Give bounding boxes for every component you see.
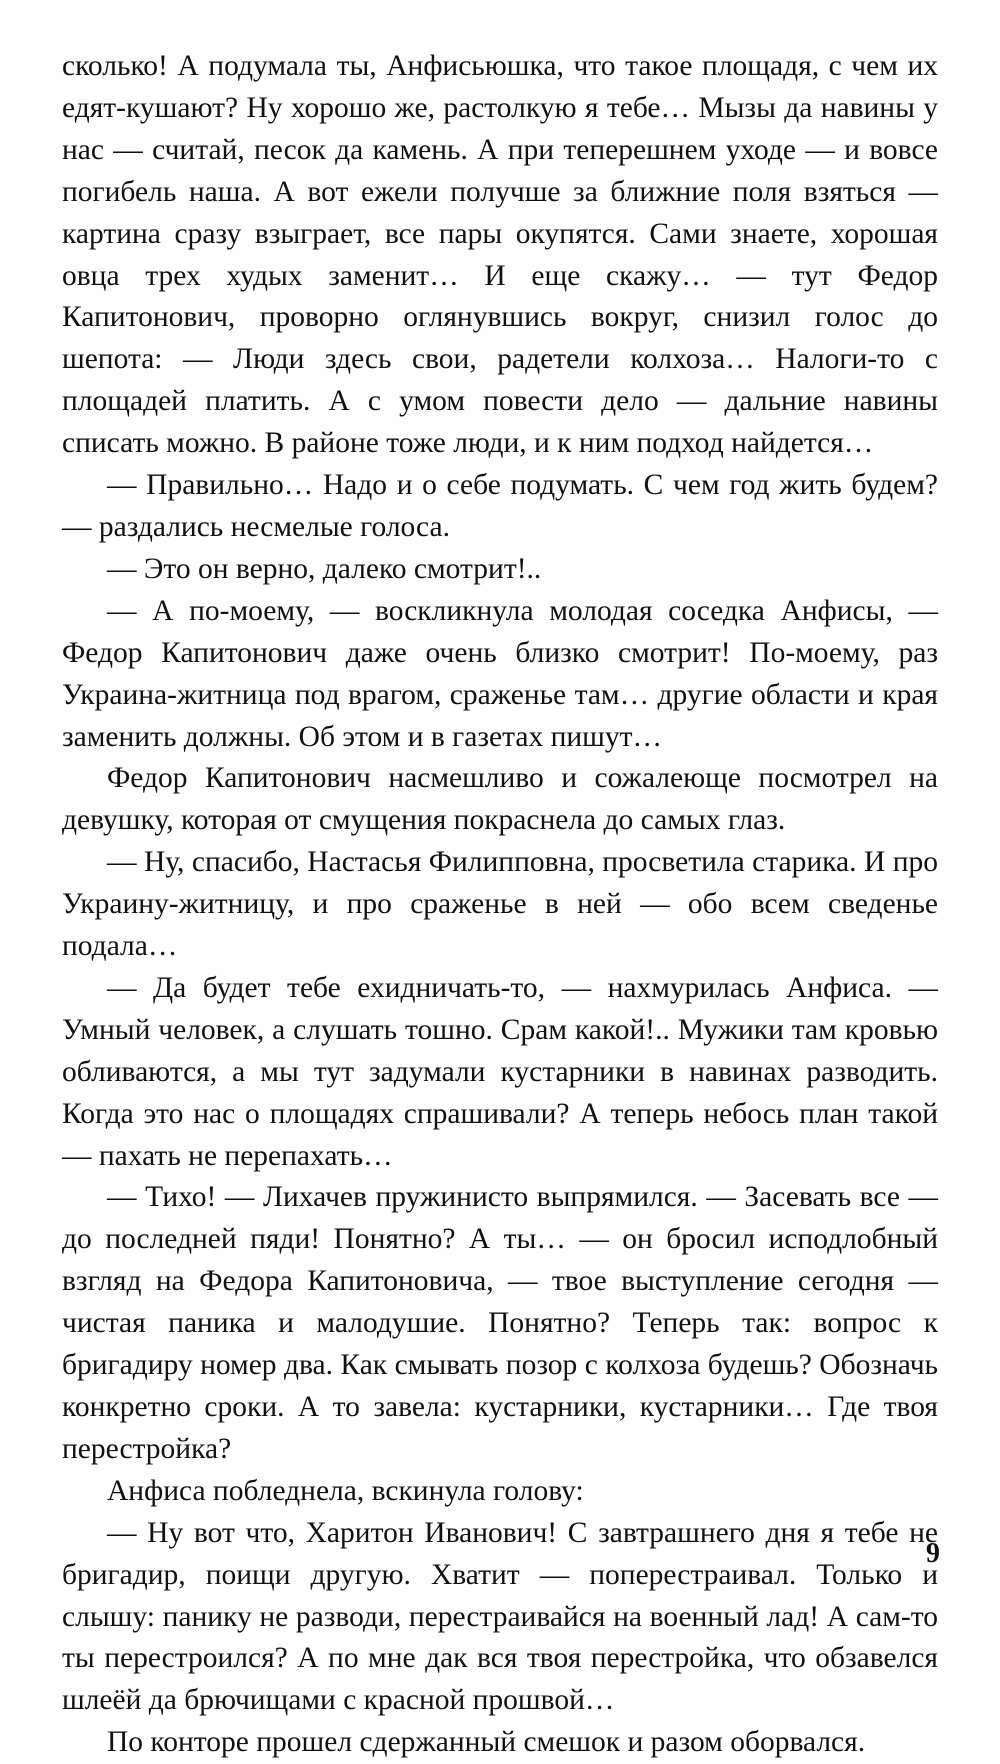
paragraph-8: — Тихо! — Лихачев пружинисто выпрямился. — Засевать все — до последней пяди! Понятно? А ты… — он бросил исподлобный взгляд на Федора Капитоновича, — твое выступление сегодня — чистая паника и малодушие. Понятно? Теперь так: вопрос к бригадиру номер два. Как смывать позор с колхоза будешь? Обозначь конкретно сроки. А то завела: кустарники, кустарники… Где твоя перестройка? [62,1181,938,1465]
body-text [62,46,938,1764]
paragraph-9: Анфиса побледнела, вскинула голову: [107,1474,584,1507]
paragraph-2: — Правильно… Надо и о себе подумать. С чем год жить будем? — раздались несмелые голоса. [62,469,938,543]
paragraph-4: — А по-моему, — воскликнула молодая соседка Анфисы, — Федор Капитонович даже очень близко смотрит! По-моему, раз Украина-житница под врагом, сраженье там… другие области и края заменить должны. Об этом и в газетах пишут… [62,594,938,753]
paragraph-10: — Ну вот что, Харитон Иванович! С завтрашнего дня я тебе не бригадир, поищи другую. Хватит — поперестраивал. Только и слышу: панику не разводи, перестраивайся на военный лад! А сам-то ты перестроился? А по мне дак вся твоя перестройка, что обзавелся шлеёй да брючищами с красной прошвой… [62,1516,938,1717]
paragraph-5: Федор Капитонович насмешливо и сожалеюще посмотрел на девушку, которая от смущения покраснела до самых глаз. [62,762,938,837]
paragraph-6: — Ну, спасибо, Настасья Филипповна, просветила старика. И про Украину-житницу, и про сраженье в ней — обо всем сведенье подала… [62,846,938,963]
paragraph-1: сколько! А подумала ты, Анфисьюшка, что такое площадя, с чем их едят-кушают? Ну хорошо же, растолкую я тебе… Мызы да навины у нас — считай, песок да камень. А при теперешнем уходе — и вовсе погибель наша. А вот ежели получше за ближние поля взяться — картина сразу взыграет, все пары окупятся. Сами знаете, хорошая овца трех худых заменит… И еще скажу… — тут Федор Капитонович, проворно оглянувшись вокруг, снизил голос до шепота: — Люди здесь свои, радетели колхоза… Налоги-то с площадей платить. А с умом повести дело — дальние навины списать можно. В районе тоже люди, и к ним подход найдется… [62,50,938,460]
paragraph-11: По конторе прошел сдержанный смешок и разом оборвался. [107,1726,866,1759]
page-number: 9 [926,1538,940,1569]
paragraph-7: — Да будет тебе ехидничать-то, — нахмурилась Анфиса. — Умный человек, а слушать тошно. Срам какой!.. Мужики там кровью обливаются, а мы тут задумали кустарники в навинах разводить. Когда это нас о площадях спрашивали? А теперь небось план такой — пахать не перепахать… [62,971,938,1172]
paragraph-3: — Это он верно, далеко смотрит!.. [107,552,542,585]
